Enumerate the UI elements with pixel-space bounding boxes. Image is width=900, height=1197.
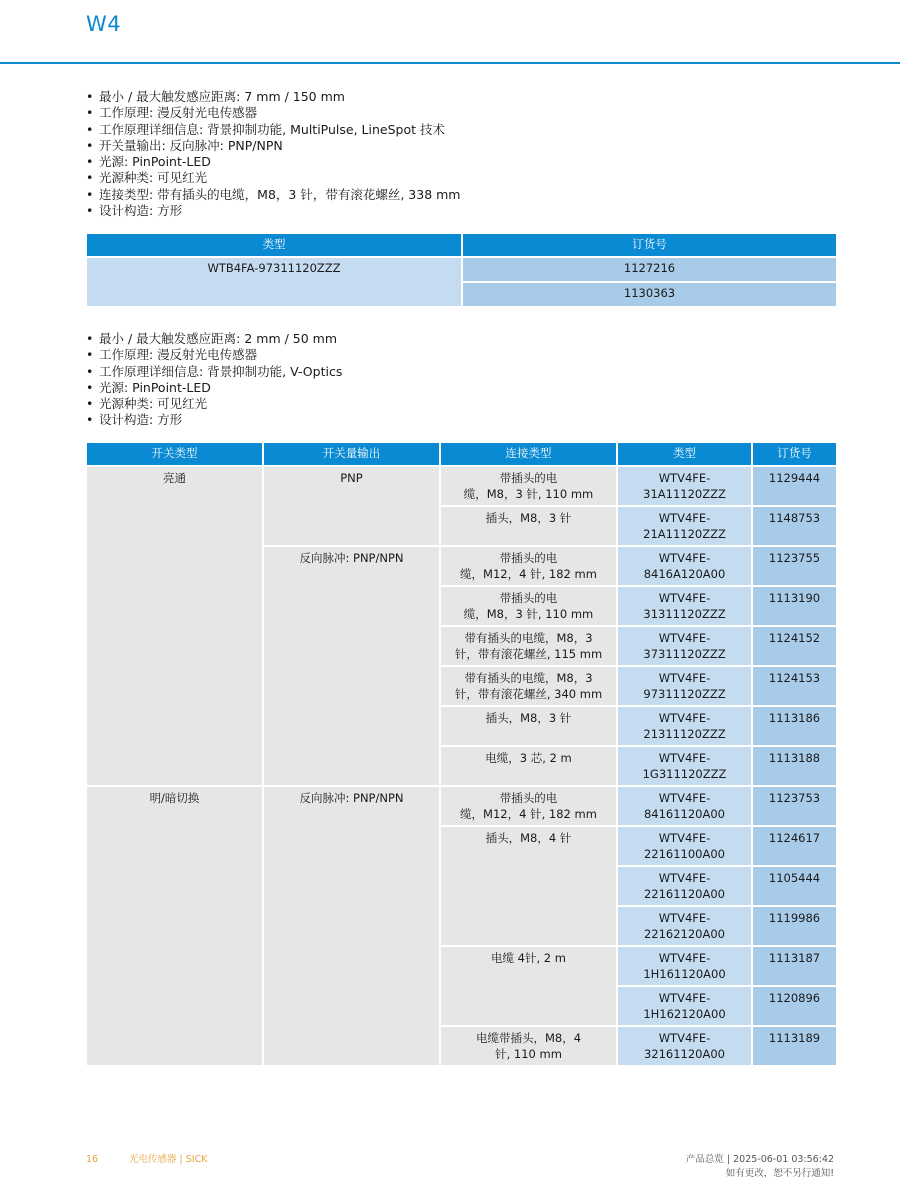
type-cell: WTV4FE- 22161120A00: [617, 866, 752, 906]
feature-item: • 工作原理详细信息: 背景抑制功能, V-Optics: [86, 364, 342, 380]
footer-category: 光电传感器 | SICK: [129, 1154, 208, 1165]
feature-item: • 光源种类: 可见红光: [86, 396, 342, 412]
footer-notice: 如有更改，恕不另行通知!: [725, 1168, 834, 1179]
table-row: [86, 786, 837, 826]
order-number-cell: 1148753: [752, 506, 837, 546]
switch-type-cell: 明/暗切换: [86, 786, 263, 1066]
connection-cell: 带插头的电 缆，M12，4 针, 182 mm: [440, 546, 617, 586]
table-row: [86, 466, 837, 506]
type-cell: WTV4FE- 8416A120A00: [617, 546, 752, 586]
connection-cell: 带有插头的电缆，M8，3 针，带有滚花螺丝, 115 mm: [440, 626, 617, 666]
feature-item: • 最小 / 最大触发感应距离: 2 mm / 50 mm: [86, 331, 342, 347]
feature-item: • 设计构造: 方形: [86, 203, 460, 219]
type-cell: WTV4FE- 21311120ZZZ: [617, 706, 752, 746]
order-number-cell: 1113187: [752, 946, 837, 986]
order-number-cell: 1123755: [752, 546, 837, 586]
order-number-cell: 1113188: [752, 746, 837, 786]
type-cell: WTV4FE- 22161100A00: [617, 826, 752, 866]
type-cell: WTV4FE- 31A11120ZZZ: [617, 466, 752, 506]
column-header-output: 开关量输出: [263, 442, 440, 466]
type-cell: WTV4FE- 1G311120ZZZ: [617, 746, 752, 786]
feature-item: • 最小 / 最大触发感应距离: 7 mm / 150 mm: [86, 89, 460, 105]
page-number: 16: [86, 1154, 99, 1165]
feature-item: • 工作原理: 漫反射光电传感器: [86, 105, 460, 121]
switch-type-cell: 亮通: [86, 466, 263, 786]
order-number-cell: 1130363: [462, 282, 837, 307]
order-table-wtv4fe: [85, 441, 838, 1067]
order-number-cell: 1124617: [752, 826, 837, 866]
order-number-cell: 1113189: [752, 1026, 837, 1066]
type-cell: WTV4FE- 84161120A00: [617, 786, 752, 826]
order-number-cell: 1119986: [752, 906, 837, 946]
footer-meta: [686, 1153, 834, 1181]
type-cell: WTV4FE- 1H161120A00: [617, 946, 752, 986]
column-header-order-number: 订货号: [462, 233, 837, 257]
connection-cell: 电缆 4针, 2 m: [440, 946, 617, 1026]
page-title: W4: [86, 12, 122, 36]
connection-cell: 带插头的电 缆，M12，4 针, 182 mm: [440, 786, 617, 826]
order-number-cell: 1129444: [752, 466, 837, 506]
connection-cell: 插头，M8，4 针: [440, 826, 617, 946]
feature-list-wtb4fa: [86, 89, 460, 219]
type-cell: WTV4FE- 21A11120ZZZ: [617, 506, 752, 546]
type-cell: WTV4FE- 1H162120A00: [617, 986, 752, 1026]
order-table-wtb4fa: [85, 232, 838, 308]
footer-overview: 产品总览 | 2025-06-01 03:56:42: [685, 1154, 834, 1165]
output-cell: PNP: [263, 466, 440, 546]
output-cell: 反向脉冲: PNP/NPN: [263, 546, 440, 786]
feature-item: • 工作原理: 漫反射光电传感器: [86, 347, 342, 363]
order-number-cell: 1113190: [752, 586, 837, 626]
connection-cell: 带有插头的电缆，M8，3 针，带有滚花螺丝, 340 mm: [440, 666, 617, 706]
feature-item: • 工作原理详细信息: 背景抑制功能, MultiPulse, LineSpot 技术: [86, 122, 460, 138]
type-cell: WTV4FE- 31311120ZZZ: [617, 586, 752, 626]
type-cell: WTV4FE- 97311120ZZZ: [617, 666, 752, 706]
feature-item: • 光源: PinPoint-LED: [86, 154, 460, 170]
feature-item: • 连接类型: 带有插头的电缆，M8，3 针，带有滚花螺丝, 338 mm: [86, 187, 460, 203]
order-number-cell: 1113186: [752, 706, 837, 746]
order-number-cell: 1127216: [462, 257, 837, 282]
order-number-cell: 1123753: [752, 786, 837, 826]
column-header-switch-type: 开关类型: [86, 442, 263, 466]
feature-item: • 开关量输出: 反向脉冲: PNP/NPN: [86, 138, 460, 154]
type-cell: WTB4FA-97311120ZZZ: [86, 257, 462, 307]
column-header-type: 类型: [86, 233, 462, 257]
column-header-type: 类型: [617, 442, 752, 466]
order-number-cell: 1124153: [752, 666, 837, 706]
column-header-connection: 连接类型: [440, 442, 617, 466]
type-cell: WTV4FE- 22162120A00: [617, 906, 752, 946]
connection-cell: 插头，M8，3 针: [440, 506, 617, 546]
order-number-cell: 1105444: [752, 866, 837, 906]
feature-list-wtv4fe: [86, 331, 342, 429]
connection-cell: 插头，M8，3 针: [440, 706, 617, 746]
table-row: [86, 257, 837, 282]
connection-cell: 带插头的电 缆，M8，3 针, 110 mm: [440, 586, 617, 626]
order-number-cell: 1120896: [752, 986, 837, 1026]
feature-item: • 光源种类: 可见红光: [86, 170, 460, 186]
connection-cell: 电缆带插头，M8，4 针, 110 mm: [440, 1026, 617, 1066]
type-cell: WTV4FE- 37311120ZZZ: [617, 626, 752, 666]
type-cell: WTV4FE- 32161120A00: [617, 1026, 752, 1066]
connection-cell: 电缆，3 芯, 2 m: [440, 746, 617, 786]
connection-cell: 带插头的电 缆，M8，3 针, 110 mm: [440, 466, 617, 506]
header-divider: [0, 62, 900, 64]
order-number-cell: 1124152: [752, 626, 837, 666]
feature-item: • 光源: PinPoint-LED: [86, 380, 342, 396]
feature-item: • 设计构造: 方形: [86, 412, 342, 428]
column-header-order-number: 订货号: [752, 442, 837, 466]
output-cell: 反向脉冲: PNP/NPN: [263, 786, 440, 1066]
